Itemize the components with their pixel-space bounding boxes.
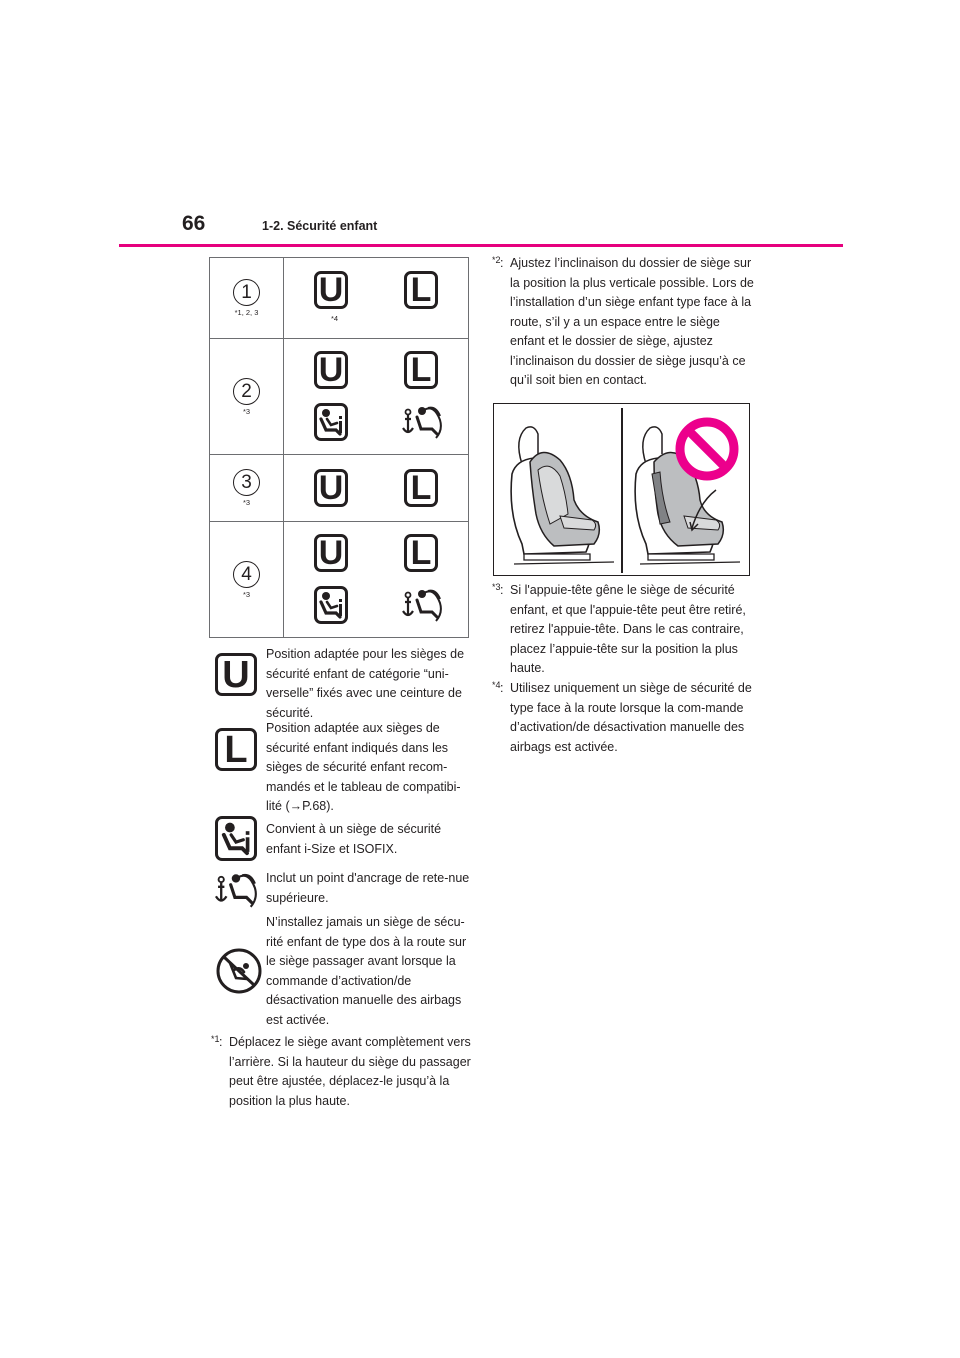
footnote-colon: : — [500, 681, 504, 695]
table-row — [210, 339, 469, 455]
listed-l-icon: L — [404, 271, 438, 309]
universal-u-icon: U — [314, 271, 348, 309]
universal-u-icon: U — [314, 534, 348, 572]
footnote-2-mark: *2 — [492, 255, 501, 265]
footnote-4-mark: *4 — [492, 680, 501, 690]
footnote-3-mark: *3 — [492, 582, 501, 592]
isize-seat-icon — [314, 403, 348, 441]
isize-seat-icon — [314, 586, 348, 624]
listed-l-icon: L — [404, 351, 438, 389]
tether-anchor-icon — [402, 586, 444, 629]
position-note: *3 — [242, 498, 251, 507]
listed-l-icon: L — [404, 534, 438, 572]
icon-cell — [284, 258, 469, 339]
position-note: *3 — [242, 589, 251, 599]
position-cell — [210, 455, 284, 522]
seat-position-table — [209, 257, 469, 638]
legend-tether-text: Inclut un point d'ancrage de rete-nue supérieure. — [266, 871, 470, 905]
position-number: 4 — [233, 561, 260, 588]
position-number: 3 — [233, 469, 260, 496]
position-cell — [210, 258, 284, 339]
universal-u-icon: U — [314, 469, 348, 507]
footnote-3-text: Si l'appuie-tête gêne le siège de sécurité enfant, et que l'appuie-tête peut être retiré, retirez l'appuie-tête. Dans le cas contraire, placez l’appuie-tête sur la position la plus haute. — [510, 583, 746, 675]
footnote-2-text: Ajustez l’inclinaison du dossier de siège sur la position la plus verticale possible. Lors de l’installation d’un siège enfant type face à la route, s’il y a un espace entre le siège enfant et le dossier de siège, ajustez l’inclinaison du dossier de siège jusqu’à ce qu’il soit bien en contact. — [510, 256, 754, 387]
legend-listed-l-icon: L — [215, 728, 257, 771]
header-rule — [119, 244, 843, 247]
position-note: *3 — [242, 406, 251, 416]
legend-isize-text: Convient à un siège de sécurité enfant i-Size et ISOFIX. — [266, 822, 442, 856]
position-cell — [210, 339, 284, 455]
footnote-1 — [211, 1033, 471, 1113]
footnote-2 — [492, 254, 752, 394]
position-number: 2 — [233, 378, 260, 405]
legend-no-rear-facing-icon — [216, 948, 262, 999]
icon-note: *4 — [331, 314, 339, 323]
legend-universal-u-icon: U — [215, 653, 257, 696]
universal-u-icon: U — [314, 351, 348, 389]
legend-listed-text: Position adaptée aux sièges de sécurité enfant indiqués dans les sièges de sécurité enfant recom-mandés et le tableau de compatibi-lité (→P.68). — [266, 721, 461, 813]
legend-tether-anchor-icon — [214, 870, 260, 915]
position-cell — [210, 522, 284, 638]
legend-isize-seat-icon — [215, 816, 257, 861]
section-title: 1-2. Sécurité enfant — [262, 219, 378, 233]
footnote-colon: : — [500, 256, 504, 270]
icon-cell — [284, 339, 469, 455]
icon-cell — [284, 455, 469, 522]
illustration-divider — [621, 408, 623, 573]
footnote-1-mark: *1 — [211, 1034, 220, 1044]
footnote-3 — [492, 581, 752, 681]
icon-cell — [284, 522, 469, 638]
footnote-colon: : — [500, 583, 504, 597]
legend-universal-text: Position adaptée pour les sièges de sécurité enfant de catégorie “uni-verselle” fixés avec une ceinture de sécurité. — [266, 647, 465, 720]
listed-l-icon: L — [404, 469, 438, 507]
footnote-1-text: Déplacez le siège avant complètement vers l’arrière. Si la hauteur du siège du passager peut être ajustée, déplacez-le jusqu’à la position la plus haute. — [229, 1035, 471, 1108]
footnote-4 — [492, 679, 752, 759]
table-row — [210, 522, 469, 638]
footnote-colon: : — [219, 1035, 223, 1049]
page-number: 66 — [182, 212, 206, 235]
seat-recline-illustration — [493, 403, 750, 576]
tether-anchor-icon — [402, 403, 444, 446]
legend-no-rear-facing-text: N’installez jamais un siège de sécu-rité enfant de type dos à la route sur le siège passager avant lorsque la commande d’activation/de désactivation manuelle des airbags est activée. — [266, 915, 467, 1027]
table-row — [210, 455, 469, 522]
position-note: *1, 2, 3 — [234, 308, 259, 317]
position-number: 1 — [233, 279, 260, 306]
prohibited-icon — [674, 416, 740, 487]
footnote-4-text: Utilisez uniquement un siège de sécurité de type face à la route lorsque la com-mande d’activation/de désactivation manuelle des airbags est activée. — [510, 681, 752, 754]
table-row — [210, 258, 469, 339]
